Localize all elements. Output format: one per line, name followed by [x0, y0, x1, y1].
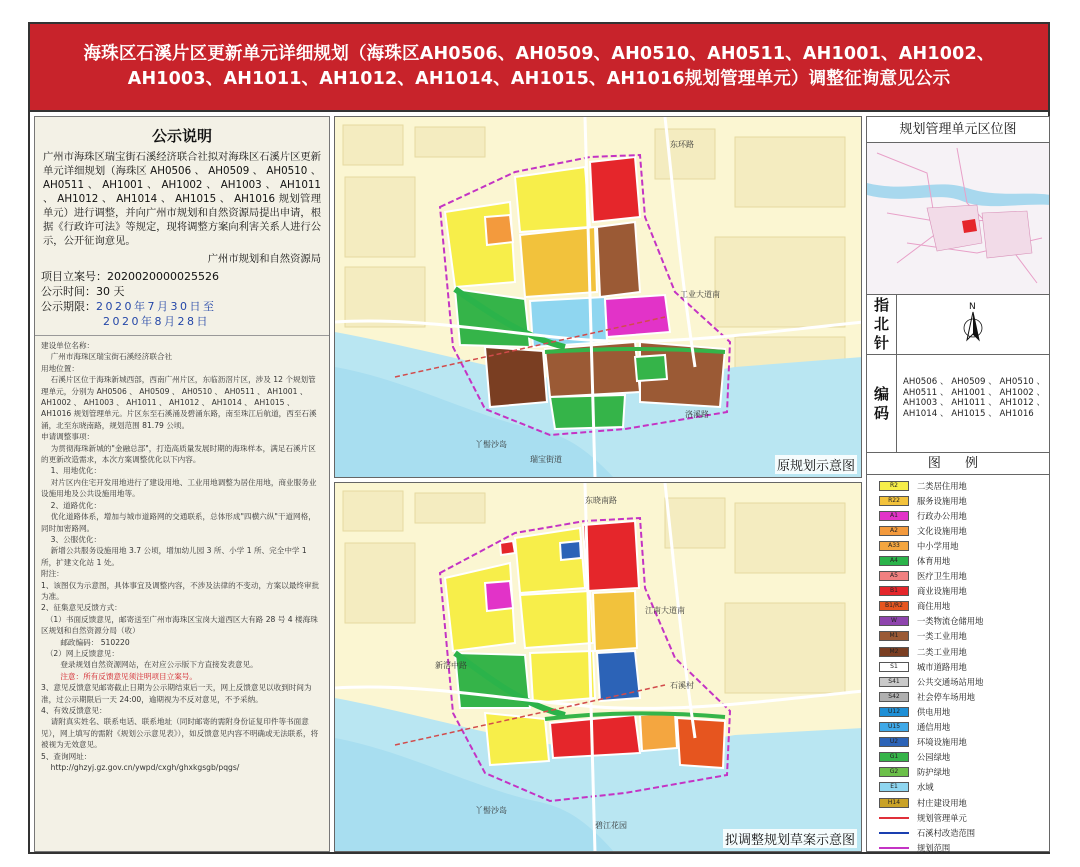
legend-item: [879, 523, 1049, 538]
period-end: 2020年8月28日: [103, 315, 210, 328]
project-label: 项目立案号：: [41, 270, 107, 283]
legend-item: [879, 689, 1049, 704]
original-plan-map: [334, 116, 862, 478]
legend-item: [879, 478, 1049, 493]
legend-item: [879, 584, 1049, 599]
code-section: [867, 355, 1049, 453]
legend-item: [879, 674, 1049, 689]
legend-swatch: U2: [879, 737, 909, 747]
legend-swatch: R2: [879, 481, 909, 491]
proposed-plan-caption: 拟调整规划草案示意图: [723, 829, 857, 848]
legend-label: 环境设施用地: [917, 737, 967, 748]
svg-text:N: N: [969, 301, 976, 312]
period-label: 公示期限：: [41, 300, 96, 313]
location-map-title: 规划管理单元区位图: [867, 117, 1049, 143]
legend-label: 服务设施用地: [917, 495, 967, 506]
original-plan-drawing: [335, 117, 862, 478]
legend-line-item: [879, 825, 1049, 840]
legend-label: 防护绿地: [917, 767, 951, 778]
legend-swatch: U15: [879, 722, 909, 732]
north-arrow-icon: [897, 295, 1049, 354]
map2-label-road-a: 江南大道南: [645, 606, 685, 615]
legend-item: [879, 720, 1049, 735]
legend-swatch: S1: [879, 662, 909, 672]
legend-label: 一类工业用地: [917, 631, 967, 642]
legend-swatch: A4: [879, 556, 909, 566]
legend-swatch: B1/R2: [879, 601, 909, 611]
legend-item: [879, 644, 1049, 659]
legend-label: 公园绿地: [917, 752, 951, 763]
notice-fine-print-1: 建设单位名称： 广州市海珠区瑞宝街石溪经济联合社 用地位置： 石溪片区位于海珠新城西部，西南广州片区，东临沥滘片区，涉及 12 个规划管理单元，分别为 AH0506 、 AH0509 、 AH0510 、 AH0511 、 AH1001 、 AH1002 、 AH1003 、 AH1011 、 AH1012 、 AH1014 、 AH1015 、 AH1016 规划管理单元。片区东至石溪涌及碧涌东路，南至珠江后航道，西至石溪涌，北至东晓南路，规划范围 81.79 公顷。 申请调整事项： 为贯彻海珠新城的"金融总部"，打造高质量发展时期的海珠样本，满足石溪片区的更新改造需求，本次方案调整优化以下内容。 1、用地优化： 对片区内住宅开发用地进行了建设用地、工业用地调整为居住用地，商业服务业设施用地及公共设施用地等。 2、道路优化： 优化道路体系，增加与城市道路网的交通联系，总体形成"四横六纵"干道网格，同时加密路网。 3、公服优化： 新增公共服务设施用地 3.7 公顷，增加幼儿园 3 所、小学 1 所、完全中学 1 所，扩建文化站 1 处。 附注： 1、该图仅为示意图，具体事宜及调整内容，不涉及法律的不变动，方案以最终审批为准。 2、征集意见反馈方式： （1）书面反馈意见，邮寄送至广州市海珠区宝岗大道西区大有路 28 号 4 楼海珠区规划和自然资源分局（收） 邮政编码： 510220 （2）网上反馈意见： 登录规划自然资源网站，在对应公示版下方直接发表意见。: [41, 341, 320, 670]
legend-label: 社会停车场用地: [917, 691, 976, 702]
notice-panel: [34, 116, 330, 852]
legend-item: [879, 765, 1049, 780]
legend-label: 文化设施用地: [917, 525, 967, 536]
legend-title: 图 例: [867, 453, 1049, 475]
original-plan-caption: 原规划示意图: [775, 455, 857, 474]
proposed-plan-map: [334, 482, 862, 852]
notice-fine-print-warning: 注意：所有反馈意见须注明项目立案号。: [41, 671, 197, 681]
legend-swatch: G2: [879, 767, 909, 777]
duration-label: 公示时间：: [41, 285, 96, 298]
legend-label: 商业设施用地: [917, 586, 967, 597]
proposed-plan-drawing: [335, 483, 862, 852]
map1-label-island: 丫髻沙岛: [475, 440, 507, 449]
unit-codes: AH0506 、 AH0509 、 AH0510 、 AH0511 、 AH1001 、 AH1002 、 AH1003 、 AH1011 、 AH1012 、 AH1014 、 AH1015 、 AH1016: [903, 377, 1046, 419]
legend-item: [879, 493, 1049, 508]
map1-label-road-a: 东环路: [670, 140, 694, 149]
legend-label: 公共交通场站用地: [917, 676, 984, 687]
title-line-1: 海珠区石溪片区更新单元详细规划（海珠区AH0506、AH0509、AH0510、AH0511、AH1001、AH1002、: [83, 44, 995, 64]
notice-signature: 广州市规划和自然资源局: [207, 253, 321, 265]
legend-label: 二类居住用地: [917, 480, 967, 491]
legend-swatch: A33: [879, 541, 909, 551]
legend-label: 一类物流仓储用地: [917, 616, 984, 627]
legend-swatch: A5: [879, 571, 909, 581]
map2-label-garden: 碧江花园: [595, 821, 627, 830]
legend-line-item: [879, 840, 1049, 855]
period-start: 2020年7月30日至: [96, 300, 217, 313]
legend-line-swatch: [879, 843, 909, 853]
legend-swatch: R22: [879, 496, 909, 506]
legend-item: [879, 780, 1049, 795]
legend-swatch: A1: [879, 511, 909, 521]
legend-item: [879, 659, 1049, 674]
map1-label-street: 瑞宝街道: [530, 455, 562, 464]
right-info-panel: [866, 116, 1050, 852]
legend-item: [879, 569, 1049, 584]
legend-swatch: A2: [879, 526, 909, 536]
map2-label-village: 石溪村: [670, 681, 694, 690]
legend-item: [879, 704, 1049, 719]
notice-fine-print-2: 3、意见反馈意见邮寄截止日期为公示期结束后一天，网上反馈意见以收到时间为准，过公示期限后一天 24:00，逾期视为不反对意见，不予采纳。 4、有效反馈意见： 请附真实姓名、联系电话、联系地址（同时邮寄的需附身份证复印件等书面意见），网上填写的需附《规划公示意见表》），如反馈意见内容不明确或无法联系，将被视为无效意见。 5、查询网址： http://ghzyj.gz.gov.cn/ywpd/cxgh/ghxkgsgb/pqgs/: [41, 683, 319, 773]
legend-item: [879, 614, 1049, 629]
notice-body: 广州市海珠区瑞宝街石溪经济联合社拟对海珠区石溪片区更新单元详细规划（海珠区 AH0506 、 AH0509 、 AH0510 、 AH0511 、 AH1001 、 AH1002 、 AH1003 、 AH1011 、 AH1012 、 AH1014 、 AH1015 、 AH1016 规划管理单元）进行调整，并向广州市规划和自然资源局提出申请，根据《行政许可法》等规定，现将调整方案向利害关系人进行公示，公开征询意见。: [43, 151, 322, 247]
legend-item: [879, 508, 1049, 523]
legend-label: 体育用地: [917, 556, 951, 567]
legend-item: [879, 599, 1049, 614]
legend-swatch: B1: [879, 586, 909, 596]
legend-label: 供电用地: [917, 706, 951, 717]
legend-label: 水域: [917, 782, 934, 793]
legend-label: 村庄建设用地: [917, 797, 967, 808]
legend-line-label: 规划范围: [917, 842, 951, 853]
legend-label: 中小学用地: [917, 540, 959, 551]
location-map: [867, 143, 1049, 295]
map2-label-road-c: 新滘中路: [435, 661, 467, 670]
map2-label-road-b: 东晓南路: [585, 496, 617, 505]
compass-section: [867, 295, 1049, 355]
legend-swatch: S42: [879, 692, 909, 702]
notice-meta: [35, 267, 329, 331]
legend-swatch: M2: [879, 647, 909, 657]
map1-label-road-c: 洛溪路: [685, 410, 709, 419]
legend-item: [879, 750, 1049, 765]
location-map-drawing: [867, 143, 1049, 295]
notice-divider: [35, 335, 329, 336]
legend-swatch: U12: [879, 707, 909, 717]
project-number: 2020020000025526: [107, 270, 219, 283]
notice-title: 公示说明: [151, 127, 212, 145]
legend-item: [879, 735, 1049, 750]
duration-value: 30 天: [96, 285, 125, 298]
title-banner: [30, 24, 1048, 112]
legend-swatch: M1: [879, 631, 909, 641]
legend-item: [879, 629, 1049, 644]
legend-label: 行政办公用地: [917, 510, 967, 521]
legend-label: 二类工业用地: [917, 646, 967, 657]
legend-line-label: 石溪村改造范围: [917, 827, 976, 838]
map1-label-road-b: 工业大道南: [680, 290, 720, 299]
legend-label: 商住用地: [917, 601, 951, 612]
map2-label-island: 丫髻沙岛: [475, 806, 507, 815]
legend-line-label: 规划管理单元: [917, 812, 967, 823]
north-label: 指 北 针: [867, 295, 897, 354]
legend-item: [879, 538, 1049, 553]
legend-swatch: G1: [879, 752, 909, 762]
legend-line-swatch: [879, 813, 909, 823]
title-line-2: AH1003、AH1011、AH1012、AH1014、AH1015、AH1016规划管理单元）调整征询意见公示: [127, 69, 951, 89]
legend-item: [879, 795, 1049, 810]
legend-swatch: W: [879, 616, 909, 626]
legend-swatch: E1: [879, 782, 909, 792]
poster-frame: [28, 22, 1050, 854]
code-label: 编 码: [867, 355, 897, 452]
legend-label: 城市道路用地: [917, 661, 967, 672]
legend-line-swatch: [879, 828, 909, 838]
legend: [867, 475, 1049, 855]
legend-swatch: S41: [879, 677, 909, 687]
legend-swatch: H14: [879, 798, 909, 808]
legend-label: 通信用地: [917, 722, 951, 733]
legend-item: [879, 553, 1049, 568]
legend-line-item: [879, 810, 1049, 825]
legend-label: 医疗卫生用地: [917, 571, 967, 582]
